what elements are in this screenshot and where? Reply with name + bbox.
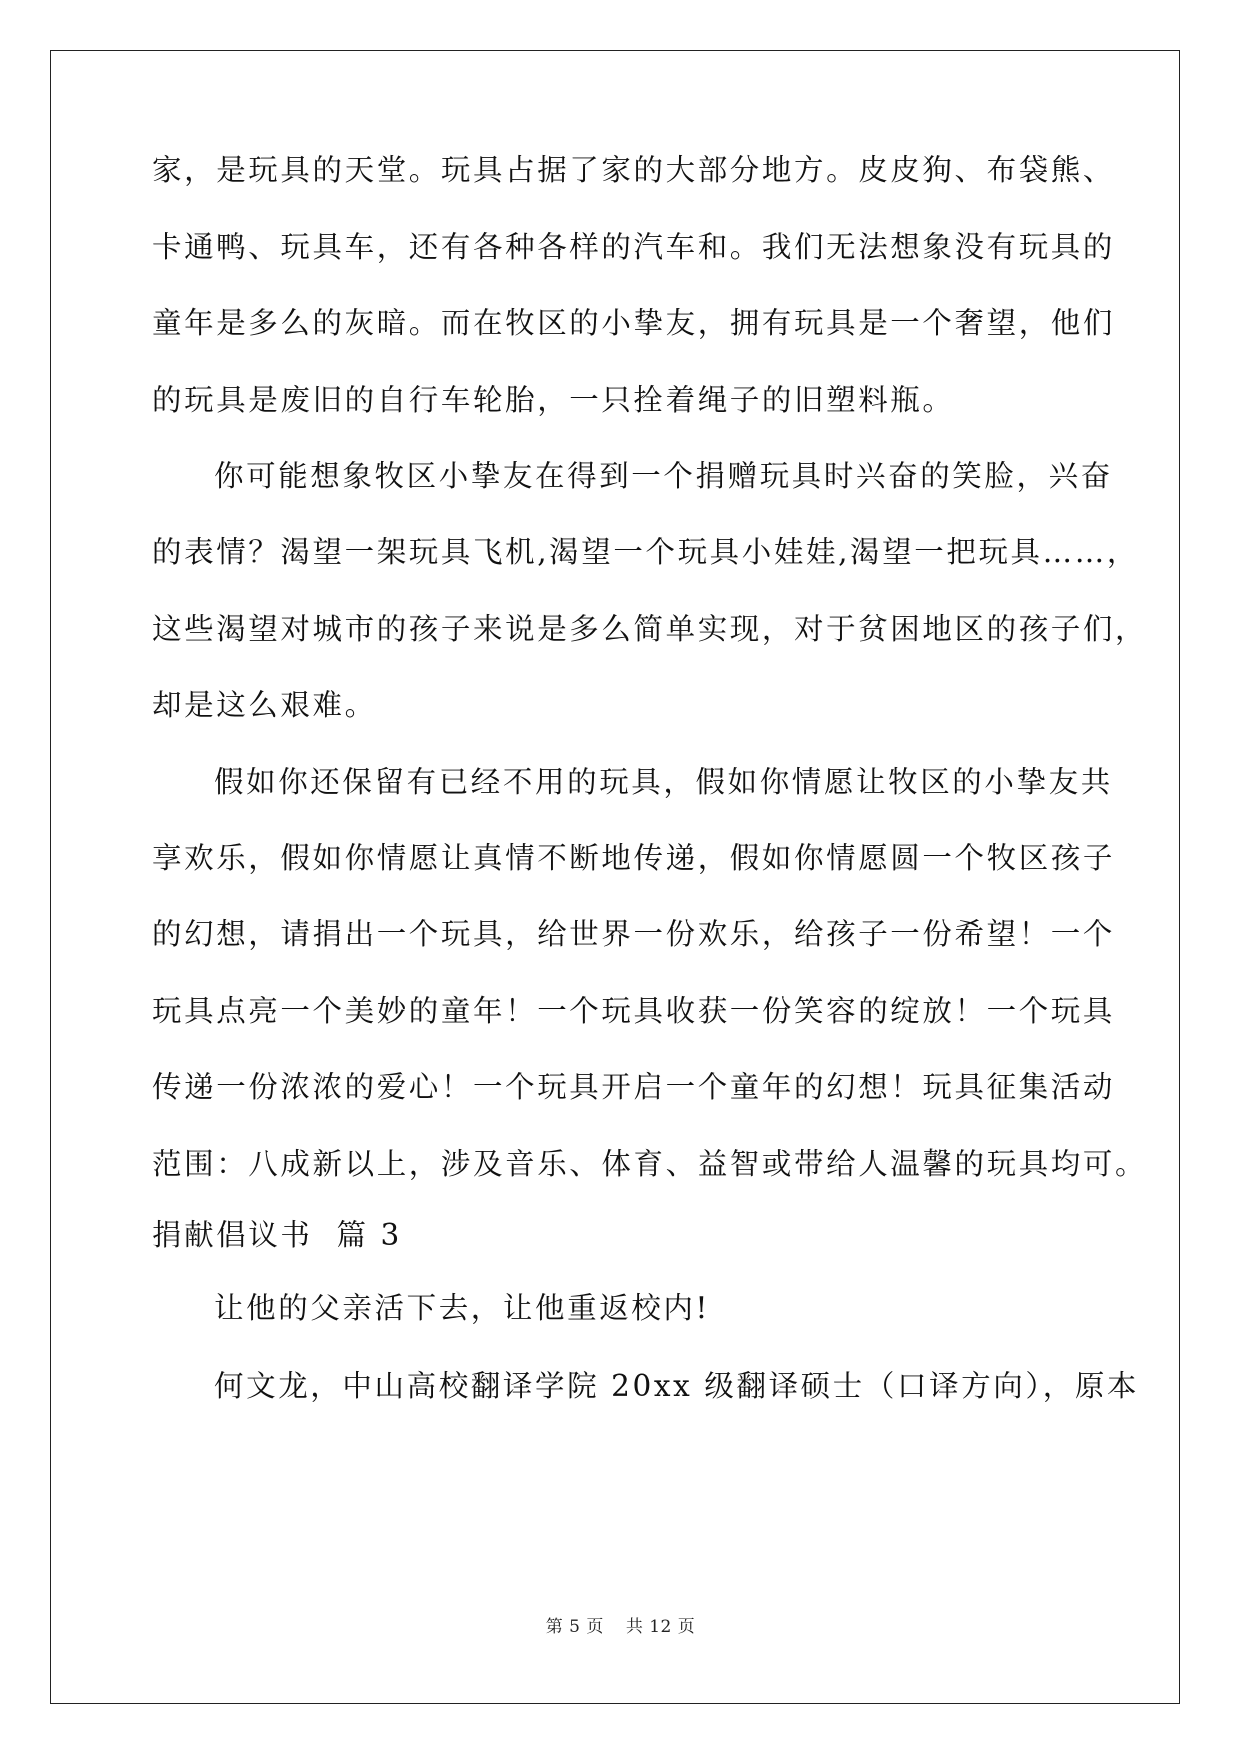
text-line: 这些渴望对城市的孩子来说是多么简单实现，对于贫困地区的孩子们，	[152, 612, 1148, 646]
page-total: 共 12 页	[625, 1617, 696, 1637]
text-line: 何文龙，中山高校翻译学院 20xx 级翻译硕士（口译方向），原本	[214, 1369, 1140, 1403]
text-line: 你可能想象牧区小挚友在得到一个捐赠玩具时兴奋的笑脸，兴奋	[214, 459, 1113, 493]
text-line: 童年是多么的灰暗。而在牧区的小挚友，拥有玩具是一个奢望，他们	[152, 306, 1116, 340]
text-line: 的幻想，请捐出一个玩具，给世界一份欢乐，给孩子一份希望！一个	[152, 917, 1116, 951]
text-line: 玩具点亮一个美妙的童年！一个玩具收获一份笑容的绽放！一个玩具	[152, 994, 1116, 1028]
page-footer	[0, 1612, 1241, 1637]
text-line: 的玩具是废旧的自行车轮胎，一只拴着绳子的旧塑料瓶。	[152, 383, 955, 417]
text-line: 却是这么艰难。	[152, 688, 377, 722]
text-line: 假如你还保留有已经不用的玩具，假如你情愿让牧区的小挚友共	[214, 765, 1113, 799]
text-line: 的表情？渴望一架玩具飞机,渴望一个玩具小娃娃,渴望一把玩具……，	[152, 535, 1139, 569]
text-line: 享欢乐，假如你情愿让真情不断地传递，假如你情愿圆一个牧区孩子	[152, 841, 1116, 875]
text-line: 卡通鸭、玩具车，还有各种各样的汽车和。我们无法想象没有玩具的	[152, 230, 1116, 264]
text-line: 传递一份浓浓的爱心！一个玩具开启一个童年的幻想！玩具征集活动	[152, 1070, 1116, 1104]
text-line: 让他的父亲活下去，让他重返校内!	[214, 1291, 710, 1325]
text-line: 家，是玩具的天堂。玩具占据了家的大部分地方。皮皮狗、布袋熊、	[152, 153, 1116, 187]
section-heading: 捐献倡议书 篇 3	[152, 1218, 402, 1252]
page-number: 第 5 页	[545, 1617, 604, 1637]
text-line: 范围：八成新以上，涉及音乐、体育、益智或带给人温馨的玩具均可。	[152, 1147, 1148, 1181]
